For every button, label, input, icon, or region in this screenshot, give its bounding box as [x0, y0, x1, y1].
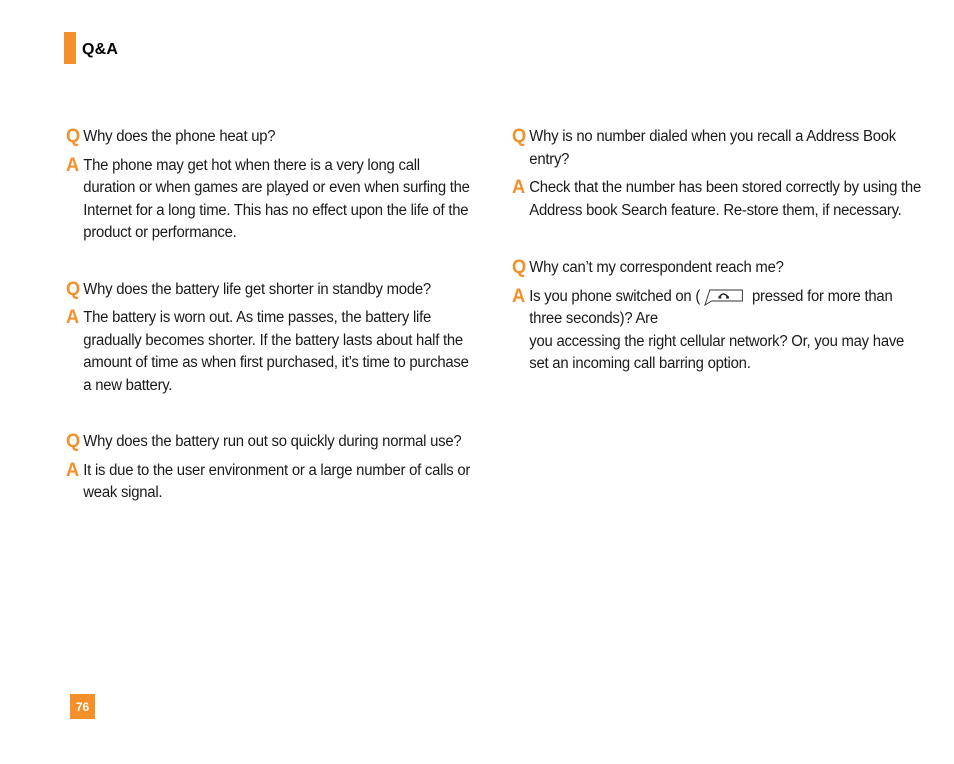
a-marker: A	[66, 154, 79, 176]
q-marker: Q	[512, 126, 526, 147]
qa-item	[512, 257, 906, 376]
question	[66, 431, 475, 454]
question	[512, 257, 923, 280]
answer	[66, 307, 475, 397]
qa-item	[66, 126, 470, 245]
qa-item	[512, 126, 922, 222]
q-marker: Q	[66, 278, 80, 300]
page-title: Q&A	[82, 41, 119, 58]
a-marker: A	[512, 177, 525, 198]
answer	[66, 155, 475, 245]
q-marker: Q	[66, 126, 80, 147]
answer	[66, 460, 475, 505]
question-text: Why does the battery life get shorter in standby mode?	[83, 280, 431, 298]
a-marker: A	[66, 307, 79, 328]
answer-text: It is due to the user environment or a large number of calls or weak signal.	[83, 461, 471, 501]
end-power-key-icon	[702, 288, 744, 306]
answer-text-start: Is you phone switched on (	[529, 287, 701, 305]
answer-text: The phone may get hot when there is a very long call duration or when games are played or even when surfing the Internet for a long time. This has no effect upon the life of the product or performance.	[83, 156, 470, 241]
question	[512, 126, 923, 171]
qa-item	[66, 278, 469, 398]
question	[66, 126, 475, 149]
question-text: Why can’t my correspondent reach me?	[529, 259, 784, 276]
q-marker: Q	[512, 257, 526, 278]
left-column	[66, 126, 471, 505]
qa-item	[66, 431, 471, 505]
question	[66, 279, 475, 302]
answer	[512, 177, 923, 222]
question-text: Why does the phone heat up?	[83, 128, 276, 145]
right-column	[512, 126, 922, 376]
answer-text-middle: pressed for more than three seconds)? Are	[529, 287, 893, 327]
question-text: Why is no number dialed when you recall a Address Book entry?	[529, 128, 896, 168]
header-accent-bar	[64, 32, 76, 64]
answer-text-end: you accessing the right cellular network? Or, you may have set an incoming call barring option.	[529, 332, 905, 372]
answer-text: The battery is worn out. As time passes, the battery life gradually becomes shorter. If the battery lasts about half the amount of time as when first purchased, it’s time to purchase a new battery.	[83, 309, 469, 394]
answer	[512, 286, 923, 376]
question-text: Why does the battery run out so quickly during normal use?	[83, 433, 462, 450]
a-marker: A	[512, 285, 525, 307]
a-marker: A	[66, 459, 79, 481]
q-marker: Q	[66, 431, 80, 452]
page-number: 76	[70, 694, 95, 719]
answer-text: Check that the number has been stored correctly by using the Address book Search feature. Re-store them, if necessary.	[529, 179, 922, 219]
